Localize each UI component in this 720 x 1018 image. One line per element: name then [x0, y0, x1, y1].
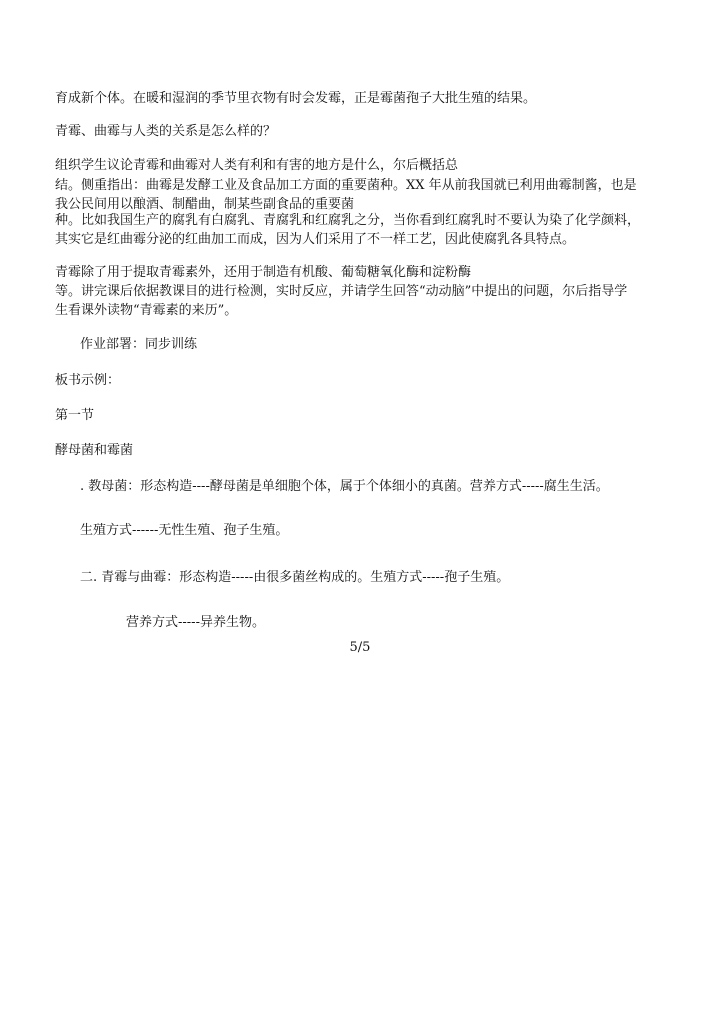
section-heading: 第一节: [55, 408, 95, 423]
board-title: 板书示例：: [55, 373, 121, 388]
mold-nutrition: 营养方式-----异养生物。: [126, 615, 265, 630]
paragraph-line: 其实它是红曲霉分泌的红曲加工而成，因为人们采用了不一样工艺，因此使腐乳各具特点。: [55, 232, 576, 247]
paragraph-mold-spores: 育成新个体。在暖和湿润的季节里衣物有时会发霉，正是霉菌孢子大批生殖的结果。: [55, 91, 537, 106]
paragraph-line: 结。侧重指出：曲霉是发酵工业及食品加工方面的重要菌种。XX 年从前我国就已利用曲霉制酱，也是: [55, 178, 637, 193]
paragraph-line: 种。比如我国生产的腐乳有白腐乳、青腐乳和红腐乳之分，当你看到红腐乳时不要认为染了化学颜料，: [55, 213, 641, 228]
question-heading: 青霉、曲霉与人类的关系是怎么样的？: [55, 124, 277, 139]
paragraph-line: 等。讲完课后依据教课目的进行检测，实时反应，并请学生回答“动动脑”中提出的问题，尔后指导学: [55, 284, 628, 299]
topic-heading: 酵母菌和霉菌: [55, 443, 134, 458]
paragraph-line: 组织学生议论青霉和曲霉对人类有利和有害的地方是什么，尔后概括总: [55, 158, 459, 173]
paragraph-line: 生看课外读物“青霉素的来历”。: [55, 303, 238, 318]
mold-item: 二. 青霉与曲霉：形态构造-----由很多菌丝构成的。生殖方式-----孢子生殖。: [80, 570, 510, 585]
homework-line: 作业部署：同步训练: [80, 337, 198, 352]
page-number: 5/5: [349, 640, 371, 655]
yeast-reproduction: 生殖方式------无性生殖、孢子生殖。: [80, 523, 289, 538]
paragraph-line: 青霉除了用于提取青霉素外，还用于制造有机酸、葡萄糖氧化酶和淀粉酶: [55, 265, 472, 280]
paragraph-line: 我公民间用以酿酒、制醋曲，制某些副食品的重要菌: [55, 197, 355, 212]
yeast-item: . 教母菌：形态构造----酵母菌是单细胞个体，属于个体细小的真菌。营养方式-----腐生生活。: [80, 479, 609, 494]
